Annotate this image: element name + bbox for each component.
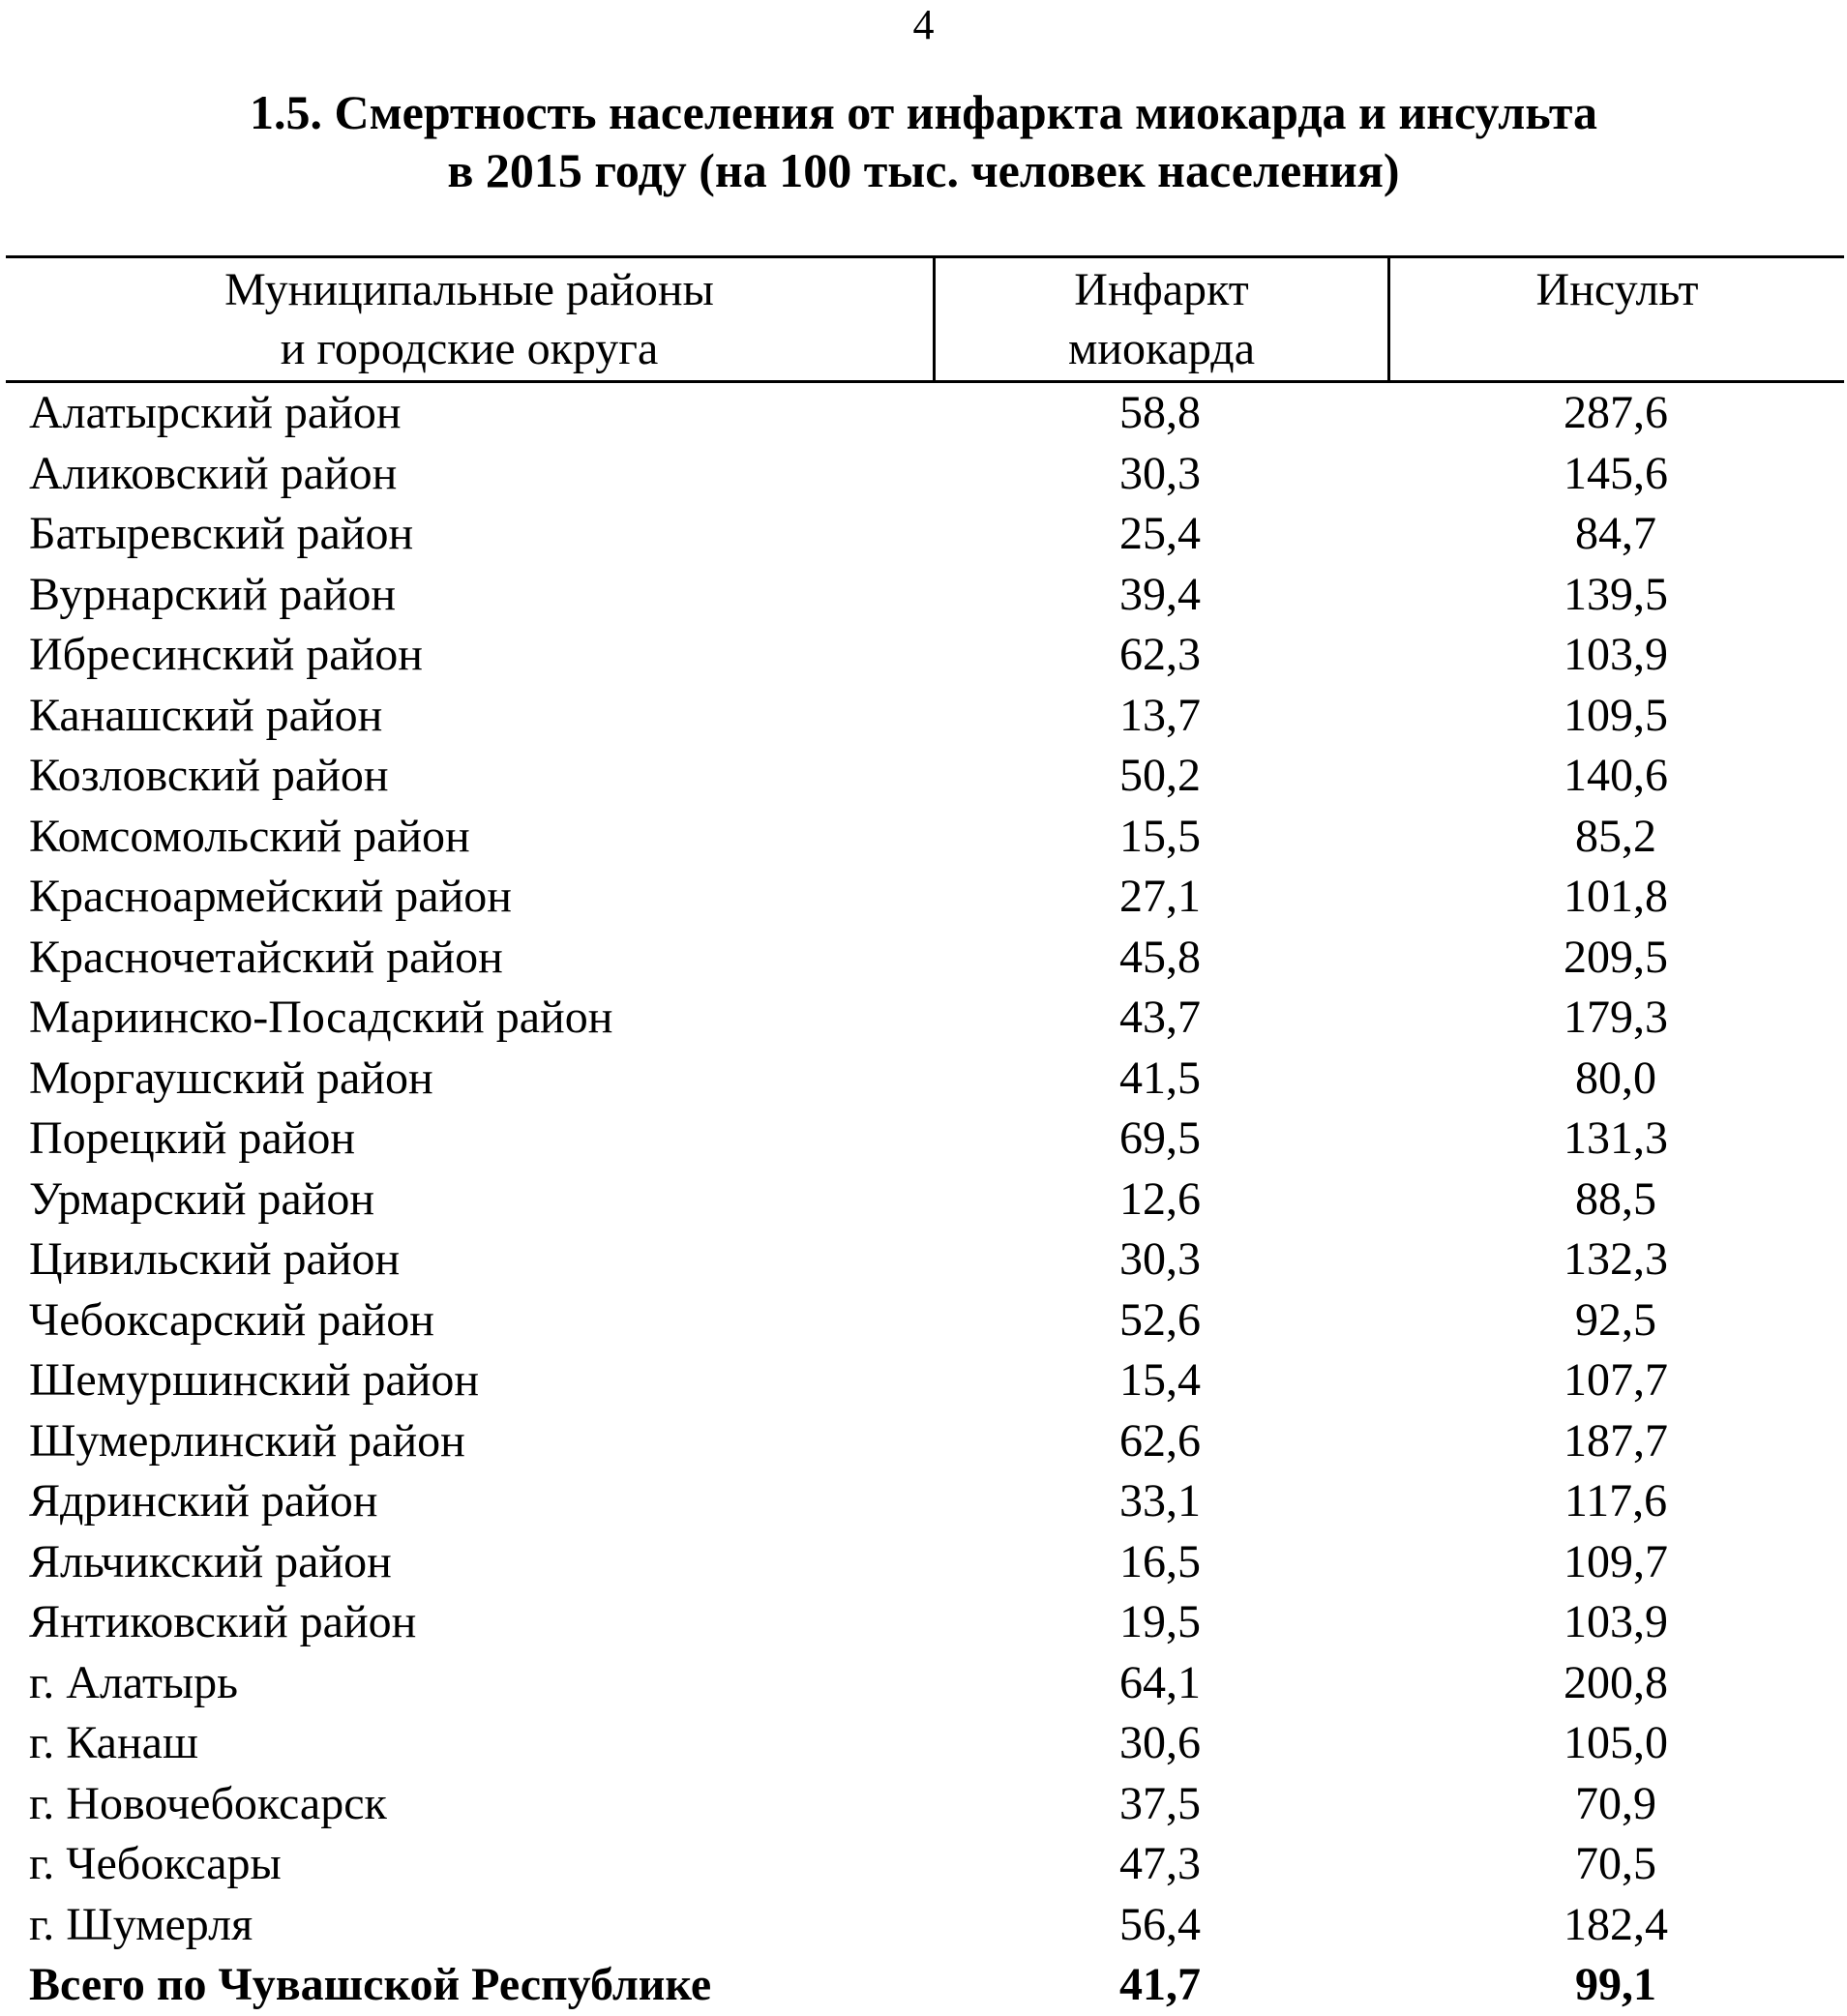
row-name: Шумерлинский район — [29, 1414, 465, 1467]
table-row — [6, 867, 1844, 928]
row-name: г. Шумерля — [29, 1898, 253, 1950]
row-name: Шемуршинский район — [29, 1354, 480, 1406]
row-stroke: 105,0 — [1564, 1717, 1668, 1768]
row-name: г. Новочебоксарск — [29, 1777, 387, 1829]
row-infarct: 25,4 — [1119, 508, 1201, 559]
mortality-table — [6, 255, 1844, 2016]
row-stroke: 70,9 — [1575, 1777, 1656, 1829]
row-infarct: 52,6 — [1119, 1293, 1201, 1346]
table-row — [6, 565, 1844, 626]
table-row — [6, 1834, 1844, 1895]
row-name: Цивильский район — [29, 1233, 401, 1285]
row-infarct: 58,8 — [1119, 387, 1201, 438]
row-infarct: 12,6 — [1119, 1172, 1201, 1225]
header-municipality-line1: Муниципальные районы — [224, 264, 714, 315]
table-row — [6, 988, 1844, 1049]
row-infarct: 15,4 — [1119, 1354, 1201, 1406]
row-name: Чебоксарский район — [29, 1293, 434, 1346]
table-title-line2: в 2015 году (на 100 тыс. человек населения) — [447, 143, 1400, 197]
table-row-total — [6, 1955, 1844, 2016]
table-row — [6, 1109, 1844, 1170]
table-row — [6, 1471, 1844, 1532]
row-stroke: 179,3 — [1564, 992, 1668, 1043]
total-name: Всего по Чувашской Республике — [29, 1959, 712, 2010]
row-stroke: 109,5 — [1564, 689, 1668, 741]
table-row — [6, 1230, 1844, 1290]
row-stroke: 287,6 — [1564, 387, 1668, 438]
header-municipality — [6, 258, 933, 380]
row-infarct: 16,5 — [1119, 1535, 1201, 1587]
table-row — [6, 1774, 1844, 1835]
row-name: Красночетайский район — [29, 931, 503, 983]
row-name: Батыревский район — [29, 508, 414, 559]
row-infarct: 62,3 — [1119, 629, 1201, 680]
row-name: Янтиковский район — [29, 1596, 417, 1647]
row-name: Урмарский район — [29, 1172, 375, 1225]
row-name: г. Чебоксары — [29, 1838, 282, 1889]
row-name: Мариинско-Посадский район — [29, 992, 613, 1043]
table-row — [6, 686, 1844, 747]
row-stroke: 103,9 — [1564, 1596, 1668, 1647]
row-name: г. Алатырь — [29, 1656, 239, 1708]
table-row — [6, 1532, 1844, 1593]
row-name: Красноармейский район — [29, 871, 512, 922]
row-stroke: 80,0 — [1575, 1052, 1656, 1104]
table-row — [6, 1049, 1844, 1110]
table-row — [6, 504, 1844, 565]
table-row — [6, 383, 1844, 444]
row-stroke: 145,6 — [1564, 447, 1668, 499]
table-title-line1: 1.5. Смертность населения от инфаркта миокарда и инсульта — [249, 85, 1598, 139]
row-name: Ибресинский район — [29, 629, 423, 680]
row-stroke: 107,7 — [1564, 1354, 1668, 1406]
row-stroke: 131,3 — [1564, 1112, 1668, 1164]
row-infarct: 30,6 — [1119, 1717, 1201, 1768]
row-infarct: 56,4 — [1119, 1898, 1201, 1950]
table-body — [6, 383, 1844, 2016]
table-row — [6, 444, 1844, 505]
row-name: Аликовский район — [29, 447, 398, 499]
row-infarct: 30,3 — [1119, 1233, 1201, 1285]
table-row — [6, 1713, 1844, 1774]
row-stroke: 117,6 — [1564, 1475, 1668, 1527]
row-stroke: 103,9 — [1564, 629, 1668, 680]
row-stroke: 209,5 — [1564, 931, 1668, 983]
header-infarct-line2: миокарда — [1067, 323, 1256, 374]
row-infarct: 64,1 — [1119, 1656, 1201, 1708]
table-row — [6, 1653, 1844, 1714]
row-stroke: 109,7 — [1564, 1535, 1668, 1587]
header-municipality-line2: и городские округа — [280, 323, 659, 374]
row-infarct: 30,3 — [1119, 447, 1201, 499]
row-infarct: 45,8 — [1119, 931, 1201, 983]
table-row — [6, 625, 1844, 686]
row-infarct: 13,7 — [1119, 689, 1201, 741]
row-name: г. Канаш — [29, 1717, 198, 1768]
row-name: Канашский район — [29, 689, 383, 741]
table-row — [6, 807, 1844, 868]
row-name: Вурнарский район — [29, 568, 397, 620]
table-row — [6, 1411, 1844, 1472]
row-infarct: 47,3 — [1119, 1838, 1201, 1889]
row-name: Ядринский район — [29, 1475, 378, 1527]
row-stroke: 200,8 — [1564, 1656, 1668, 1708]
row-infarct: 19,5 — [1119, 1596, 1201, 1647]
row-stroke: 101,8 — [1564, 871, 1668, 922]
row-stroke: 70,5 — [1575, 1838, 1656, 1889]
row-stroke: 187,7 — [1564, 1414, 1668, 1467]
table-header — [6, 255, 1844, 383]
table-row — [6, 1290, 1844, 1351]
row-infarct: 69,5 — [1119, 1112, 1201, 1164]
row-name: Яльчикский район — [29, 1535, 392, 1587]
row-stroke: 88,5 — [1575, 1172, 1656, 1225]
total-infarct: 41,7 — [1119, 1959, 1201, 2010]
row-name: Алатырский район — [29, 387, 402, 438]
row-infarct: 50,2 — [1119, 750, 1201, 801]
row-stroke: 84,7 — [1575, 508, 1656, 559]
row-stroke: 182,4 — [1564, 1898, 1668, 1950]
table-row — [6, 746, 1844, 807]
header-stroke-label: Инсульт — [1535, 264, 1699, 315]
row-name: Порецкий район — [29, 1112, 356, 1164]
row-infarct: 43,7 — [1119, 992, 1201, 1043]
header-infarct-line1: Инфаркт — [1074, 264, 1249, 315]
table-row — [6, 1170, 1844, 1230]
row-stroke: 85,2 — [1575, 810, 1656, 862]
total-stroke: 99,1 — [1575, 1959, 1656, 2010]
row-name: Комсомольский район — [29, 810, 470, 862]
row-stroke: 139,5 — [1564, 568, 1668, 620]
row-infarct: 37,5 — [1119, 1777, 1201, 1829]
table-row — [6, 928, 1844, 989]
row-infarct: 15,5 — [1119, 810, 1201, 862]
row-infarct: 33,1 — [1119, 1475, 1201, 1527]
row-stroke: 140,6 — [1564, 750, 1668, 801]
row-stroke: 132,3 — [1564, 1233, 1668, 1285]
row-infarct: 62,6 — [1119, 1414, 1201, 1467]
row-name: Козловский район — [29, 750, 389, 801]
row-infarct: 39,4 — [1119, 568, 1201, 620]
table-row — [6, 1895, 1844, 1956]
header-infarct — [933, 258, 1387, 380]
row-infarct: 27,1 — [1119, 871, 1201, 922]
row-stroke: 92,5 — [1575, 1293, 1656, 1346]
header-stroke — [1387, 258, 1844, 380]
table-title — [0, 83, 1847, 199]
table-row — [6, 1350, 1844, 1411]
page-number: 4 — [912, 1, 935, 48]
row-name: Моргаушский район — [29, 1052, 433, 1104]
table-row — [6, 1592, 1844, 1653]
row-infarct: 41,5 — [1119, 1052, 1201, 1104]
